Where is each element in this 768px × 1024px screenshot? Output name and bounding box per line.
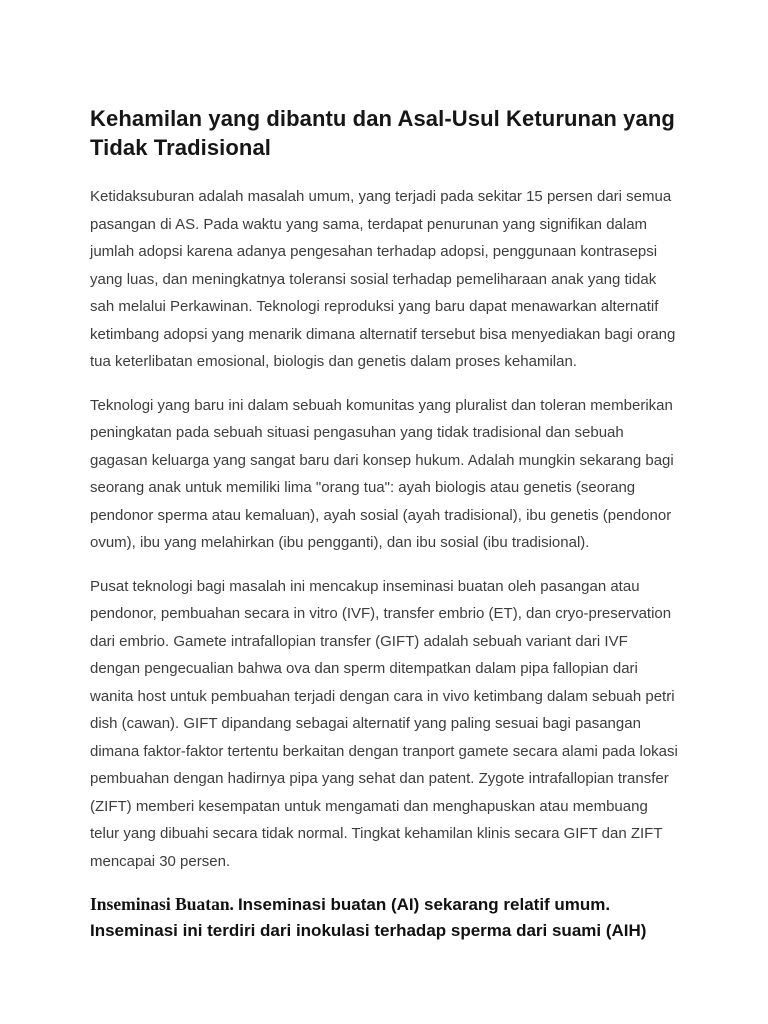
emphasis-body-text: Inseminasi buatan (AI) sekarang relatif umum. Inseminasi ini terdiri dari inokulasi terhadap sperma dari suami (AIH) [90, 895, 647, 940]
emphasis-paragraph [90, 891, 679, 944]
paragraph-reproductive-technologies: Pusat teknologi bagi masalah ini mencakup inseminasi buatan oleh pasangan atau pendonor, pembuahan secara in vitro (IVF), transfer embrio (ET), dan cryo-preservation dari embrio. Gamete intrafallopian transfer (GIFT) adalah sebuah variant dari IVF dengan pengecualian bahwa ova dan sperm ditempatkan dalam pipa fallopian dari wanita host untuk pembuahan terjadi dengan cara in vivo ketimbang dalam sebuah petri dish (cawan). GIFT dipandang sebagai alternatif yang paling sesuai bagi pasangan dimana faktor-faktor tertentu berkaitan dengan tranport gamete secara alami pada lokasi pembuahan dengan hadirnya pipa yang sehat dan patent. Zygote intrafallopian transfer (ZIFT) memberi kesempatan untuk mengamati dan menghapuskan atau membuang telur yang dibuahi secara tidak normal. Tingkat kehamilan klinis secara GIFT dan ZIFT mencapai 30 persen. [90, 577, 678, 870]
emphasis-lead-label: Inseminasi Buatan. [90, 894, 234, 914]
paragraph-nontraditional-parenting: Teknologi yang baru ini dalam sebuah komunitas yang pluralist dan toleran memberikan peningkatan pada sebuah situasi pengasuhan yang tidak tradisional dan sebuah gagasan keluarga yang sangat baru dari konsep hukum. Adalah mungkin sekarang bagi seorang anak untuk memiliki lima "orang tua": ayah biologis atau genetis (seorang pendonor sperma atau kemaluan), ayah sosial (ayah tradisional), ibu genetis (pendonor ovum), ibu yang melahirkan (ibu pengganti), dan ibu sosial (ibu tradisional). [90, 396, 674, 551]
paragraph-infertility-overview: Ketidaksuburan adalah masalah umum, yang terjadi pada sekitar 15 persen dari semua pasangan di AS. Pada waktu yang sama, terdapat penurunan yang signifikan dalam jumlah adopsi karena adanya pengesahan terhadap adopsi, penggunaan kontrasepsi yang luas, dan meningkatnya toleransi sosial terhadap pemeliharaan anak yang tidak sah melalui Perkawinan. Teknologi reproduksi yang baru dapat menawarkan alternatif ketimbang adopsi yang menarik dimana alternatif tersebut bisa menyediakan bagi orang tua keterlibatan emosional, biologis dan genetis dalam proses kehamilan. [90, 188, 676, 370]
page-title: Kehamilan yang dibantu dan Asal-Usul Keturunan yang Tidak Tradisional [90, 106, 675, 160]
document-content [90, 104, 679, 944]
